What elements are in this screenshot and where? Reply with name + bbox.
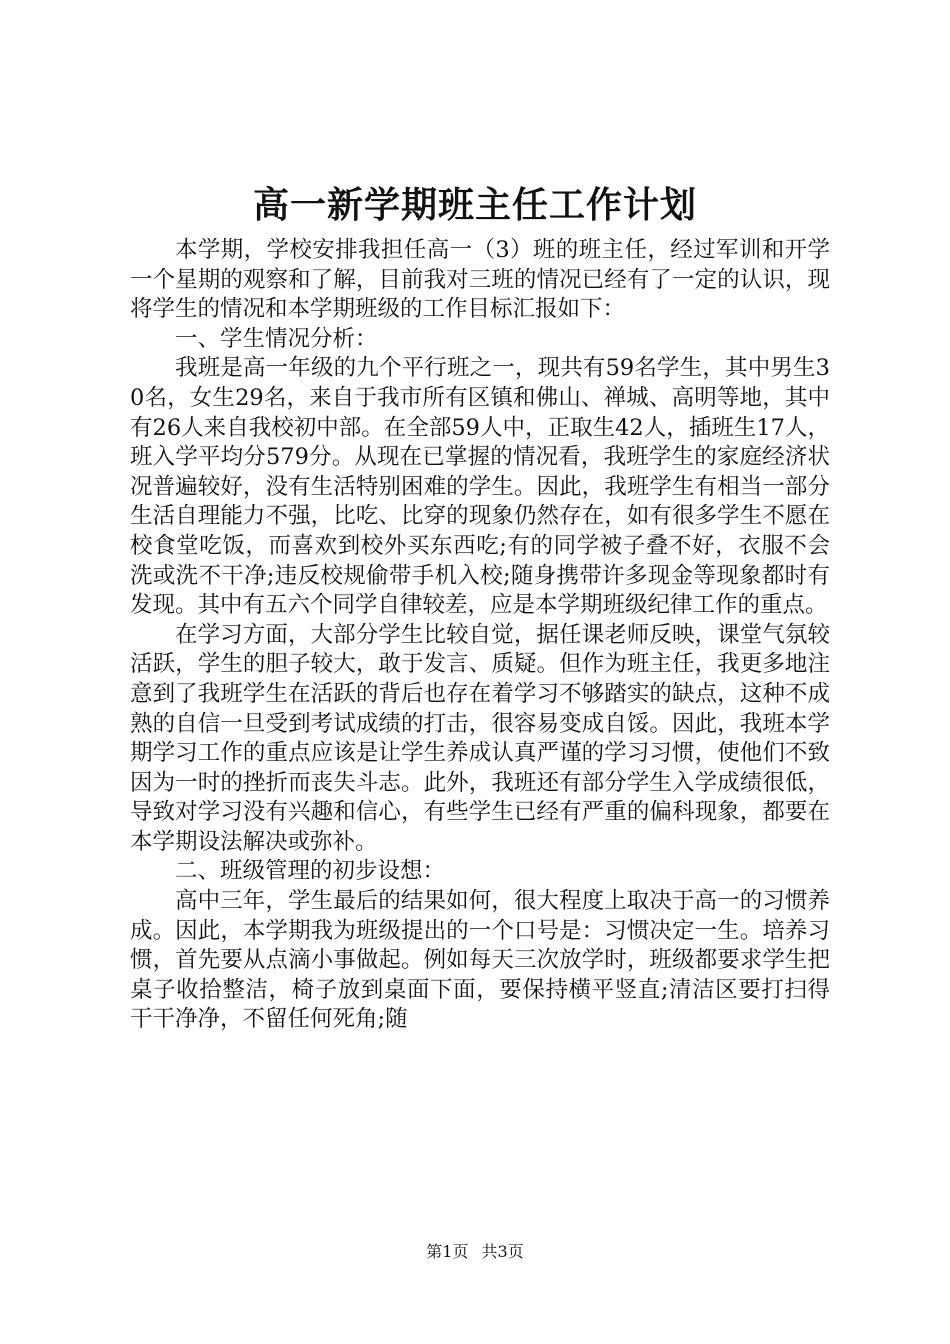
paragraph-study-situation: 在学习方面，大部分学生比较自觉，据任课老师反映，课堂气氛较活跃，学生的胆子较大，敢于发言、质疑。但作为班主任，我更多地注意到了我班学生在活跃的背后也存在着学习不够踏实的缺点，这种不成熟的自信一旦受到考试成绩的打击，很容易变成自馁。因此，我班本学期学习工作的重点应该是让学生养成认真严谨的学习习惯，使他们不致因为一时的挫折而丧失斗志。此外，我班还有部分学生入学成绩很低，导致对学习没有兴趣和信心，有些学生已经有严重的偏科现象，都要在本学期设法解决或弥补。: [130, 621, 830, 855]
document-title: 高一新学期班主任工作计划: [252, 184, 697, 226]
section-heading-management-plan: 二、班级管理的初步设想：: [175, 858, 446, 885]
document-body: [130, 236, 830, 1035]
paragraph-intro: 本学期，学校安排我担任高一（3）班的班主任，经过军训和开学一个星期的观察和了解，目前我对三班的情况已经有了一定的认识，现将学生的情况和本学期班级的工作目标汇报如下：: [130, 237, 830, 323]
paragraph-class-overview: 我班是高一年级的九个平行班之一，现共有59名学生，其中男生30名，女生29名，来自于我市所有区镇和佛山、禅城、高明等地，其中有26人来自我校初中部。在全部59人中，正取生42人，插班生17人，班入学平均分579分。从现在已掌握的情况看，我班学生的家庭经济状况普遍较好，没有生活特别困难的学生。因此，我班学生有相当一部分生活自理能力不强，比吃、比穿的现象仍然存在，如有很多学生不愿在校食堂吃饭，而喜欢到校外买东西吃;有的同学被子叠不好，衣服不会洗或洗不干净;违反校规偷带手机入校;随身携带许多现金等现象都时有发现。其中有五六个同学自律较差，应是本学期班级纪律工作的重点。: [130, 355, 830, 619]
page-total: 共3页: [481, 1242, 524, 1261]
section-heading-student-analysis: 一、学生情况分析：: [175, 325, 378, 352]
page-number: 第1页: [426, 1242, 469, 1261]
paragraph-habit-building: 高中三年，学生最后的结果如何，很大程度上取决于高一的习惯养成。因此，本学期我为班级提出的一个口号是：习惯决定一生。培养习惯，首先要从点滴小事做起。例如每天三次放学时，班级都要求学生把桌子收拾整洁，椅子放到桌面下面，要保持横平竖直;清洁区要打扫得干干净净，不留任何死角;随: [130, 888, 830, 1033]
page-footer: [0, 1242, 950, 1262]
